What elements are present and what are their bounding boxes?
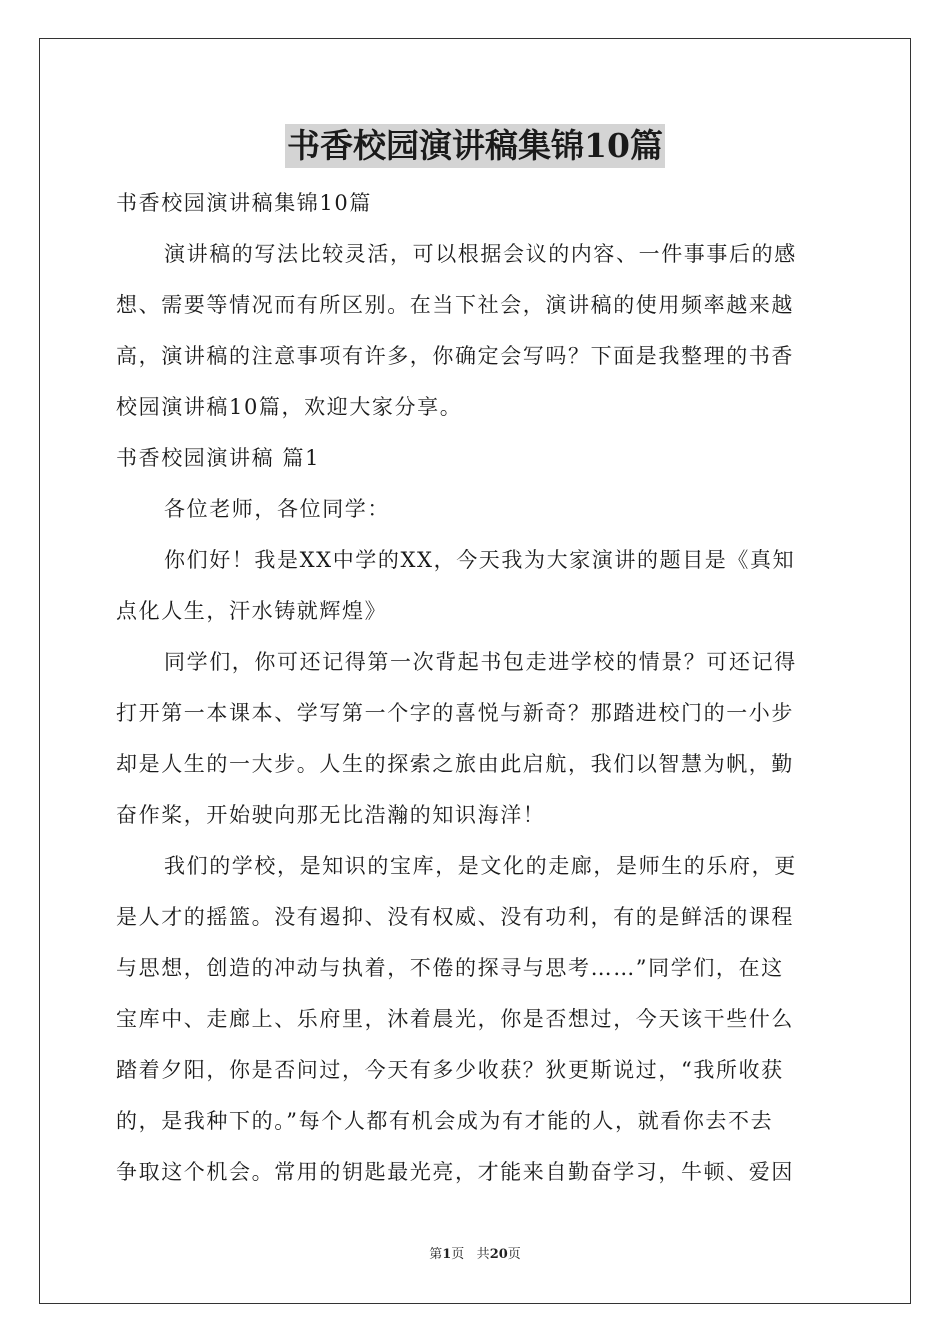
text-line: 与思想，创造的冲动与执着，不倦的探寻与思考……”同学们，在这 — [116, 956, 784, 980]
document-title: 书香校园演讲稿集锦10篇 — [285, 124, 665, 168]
document-body — [116, 178, 834, 1198]
text-line: 争取这个机会。常用的钥匙最光亮，才能来自勤奋学习，牛顿、爱因 — [116, 1160, 794, 1184]
text-line: 打开第一本课本、学写第一个字的喜悦与新奇？那踏进校门的一小步 — [116, 701, 794, 725]
text-line: 你们好！我是XX中学的XX，今天我为大家演讲的题目是《真知 — [164, 548, 796, 572]
text-line: 踏着夕阳，你是否问过，今天有多少收获？狄更斯说过，“我所收获 — [116, 1058, 784, 1082]
document-subtitle: 书香校园演讲稿集锦10篇 — [116, 191, 372, 215]
footer-total-pages: 20 — [489, 1247, 508, 1262]
text-line: 校园演讲稿10篇，欢迎大家分享。 — [116, 395, 463, 419]
footer-total-prefix: 共 — [476, 1247, 490, 1262]
footer-page-suffix: 页 — [451, 1247, 465, 1262]
page-footer — [0, 1246, 950, 1264]
title-wrap — [0, 124, 950, 168]
footer-page-prefix: 第 — [429, 1247, 443, 1262]
text-line: 演讲稿的写法比较灵活，可以根据会议的内容、一件事事后的感 — [164, 242, 797, 266]
text-line: 宝库中、走廊上、乐府里，沐着晨光，你是否想过，今天该干些什么 — [116, 1007, 794, 1031]
text-line: 是人才的摇篮。没有遏抑、没有权威、没有功利，有的是鲜活的课程 — [116, 905, 794, 929]
text-line: 想、需要等情况而有所区别。在当下社会，演讲稿的使用频率越来越 — [116, 293, 794, 317]
text-line: 奋作桨，开始驶向那无比浩瀚的知识海洋！ — [116, 803, 546, 827]
footer-page-number: 1 — [442, 1247, 452, 1262]
text-line: 高，演讲稿的注意事项有许多，你确定会写吗？下面是我整理的书香 — [116, 344, 794, 368]
text-line: 点化人生，汗水铸就辉煌》 — [116, 599, 388, 623]
text-line: 却是人生的一大步。人生的探索之旅由此启航，我们以智慧为帆，勤 — [116, 752, 794, 776]
footer-total-suffix: 页 — [507, 1247, 521, 1262]
text-line: 的，是我种下的。”每个人都有机会成为有才能的人，就看你去不去 — [116, 1109, 774, 1133]
text-line: 我们的学校，是知识的宝库，是文化的走廊，是师生的乐府，更 — [164, 854, 797, 878]
text-line: 各位老师，各位同学： — [164, 497, 390, 521]
section-heading: 书香校园演讲稿 篇1 — [116, 446, 321, 470]
text-line: 同学们，你可还记得第一次背起书包走进学校的情景？可还记得 — [164, 650, 797, 674]
